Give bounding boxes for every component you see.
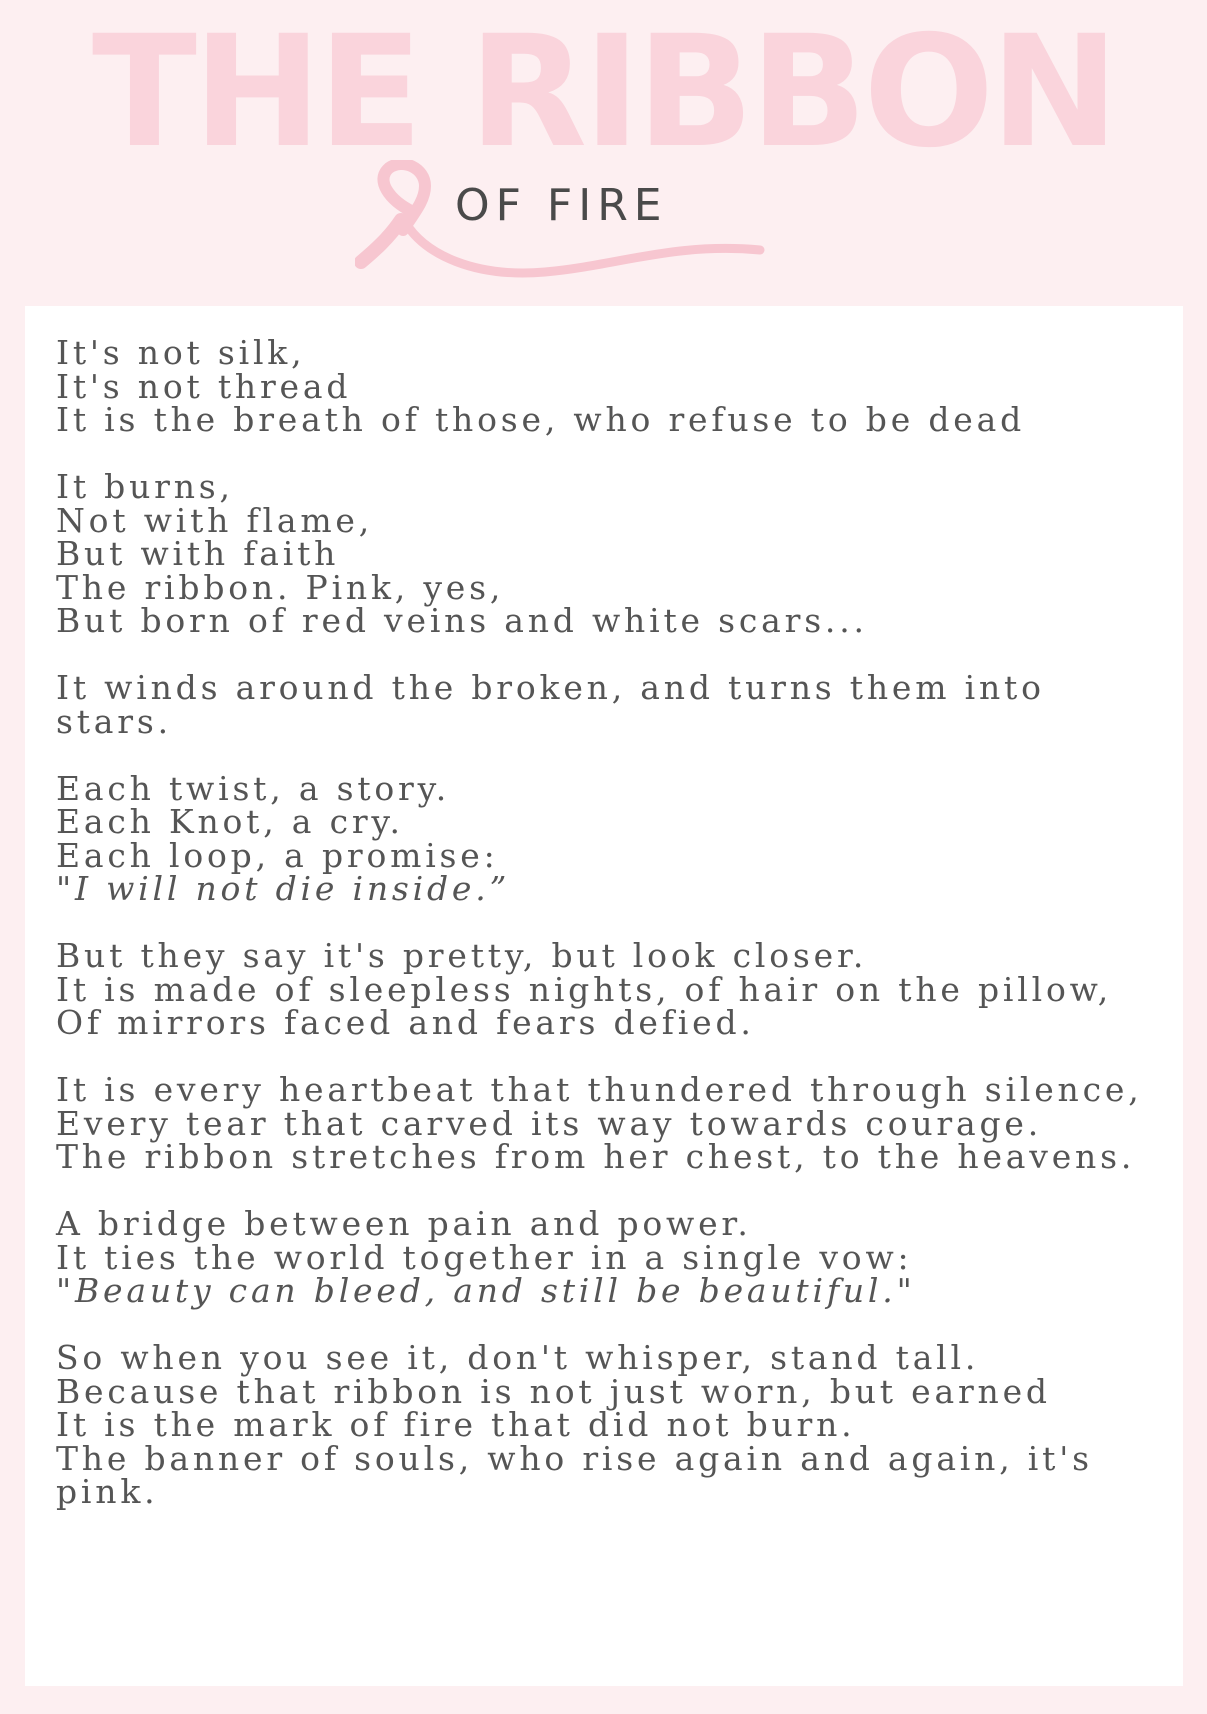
page-subtitle: OF FIRE — [455, 180, 668, 231]
stanza — [56, 768, 1166, 908]
poem-line: Not with flame, — [56, 500, 374, 540]
poem-line: The ribbon. Pink, yes, — [56, 567, 505, 607]
stanza — [56, 1070, 1166, 1176]
poem-line: But with faith — [56, 534, 340, 573]
stanza — [56, 1338, 1166, 1511]
page-title: THE RIBBON — [91, 3, 1116, 182]
poem-panel — [25, 306, 1183, 1686]
poem-line: So when you see it, don't whisper, stand tall. — [56, 1338, 980, 1377]
stanza — [56, 333, 1166, 439]
poem-line: It's not thread — [56, 366, 352, 406]
poem-line: It is the mark of fire that did not burn. — [56, 1405, 856, 1444]
poem-line: The ribbon stretches from her chest, to the heavens. — [56, 1137, 1136, 1176]
poem-body — [56, 333, 1166, 1542]
poem-line: But born of red veins and white scars... — [56, 601, 868, 640]
poem-line: The banner of souls, who rise again and again, it's pink. — [56, 1438, 1093, 1511]
poem-quote-line: "I will not die inside.” — [56, 869, 511, 908]
stanza — [56, 936, 1166, 1042]
poem-line: It is made of sleepless nights, of hair on the pillow, — [56, 969, 1113, 1009]
poem-line: Each loop, a promise: — [56, 835, 499, 875]
stanza — [56, 668, 1166, 741]
stanza — [56, 467, 1166, 640]
poem-line: Each Knot, a cry. — [56, 802, 404, 841]
poem-line: It's not silk, — [56, 333, 306, 372]
poem-line: Of mirrors faced and fears defied. — [56, 1003, 755, 1042]
poem-line: A bridge between pain and power. — [56, 1204, 752, 1243]
poem-quote-line: "Beauty can bleed, and still be beautiful." — [56, 1271, 916, 1310]
poem-line: It burns, — [56, 467, 234, 506]
poem-line: Every tear that carved its way towards courage. — [56, 1103, 1043, 1143]
poem-line: It is the breath of those, who refuse to be dead — [56, 400, 1026, 439]
poem-line: Each twist, a story. — [56, 768, 450, 808]
poem-line: Because that ribbon is not just worn, but earned — [56, 1371, 1051, 1411]
poem-line: It is every heartbeat that thundered through silence, — [56, 1070, 1143, 1109]
stanza — [56, 1204, 1166, 1310]
poem-line: But they say it's pretty, but look closer. — [56, 936, 868, 975]
poem-line: It winds around the broken, and turns them into stars. — [56, 668, 1045, 741]
poem-line: It ties the world together in a single vow: — [56, 1237, 913, 1277]
